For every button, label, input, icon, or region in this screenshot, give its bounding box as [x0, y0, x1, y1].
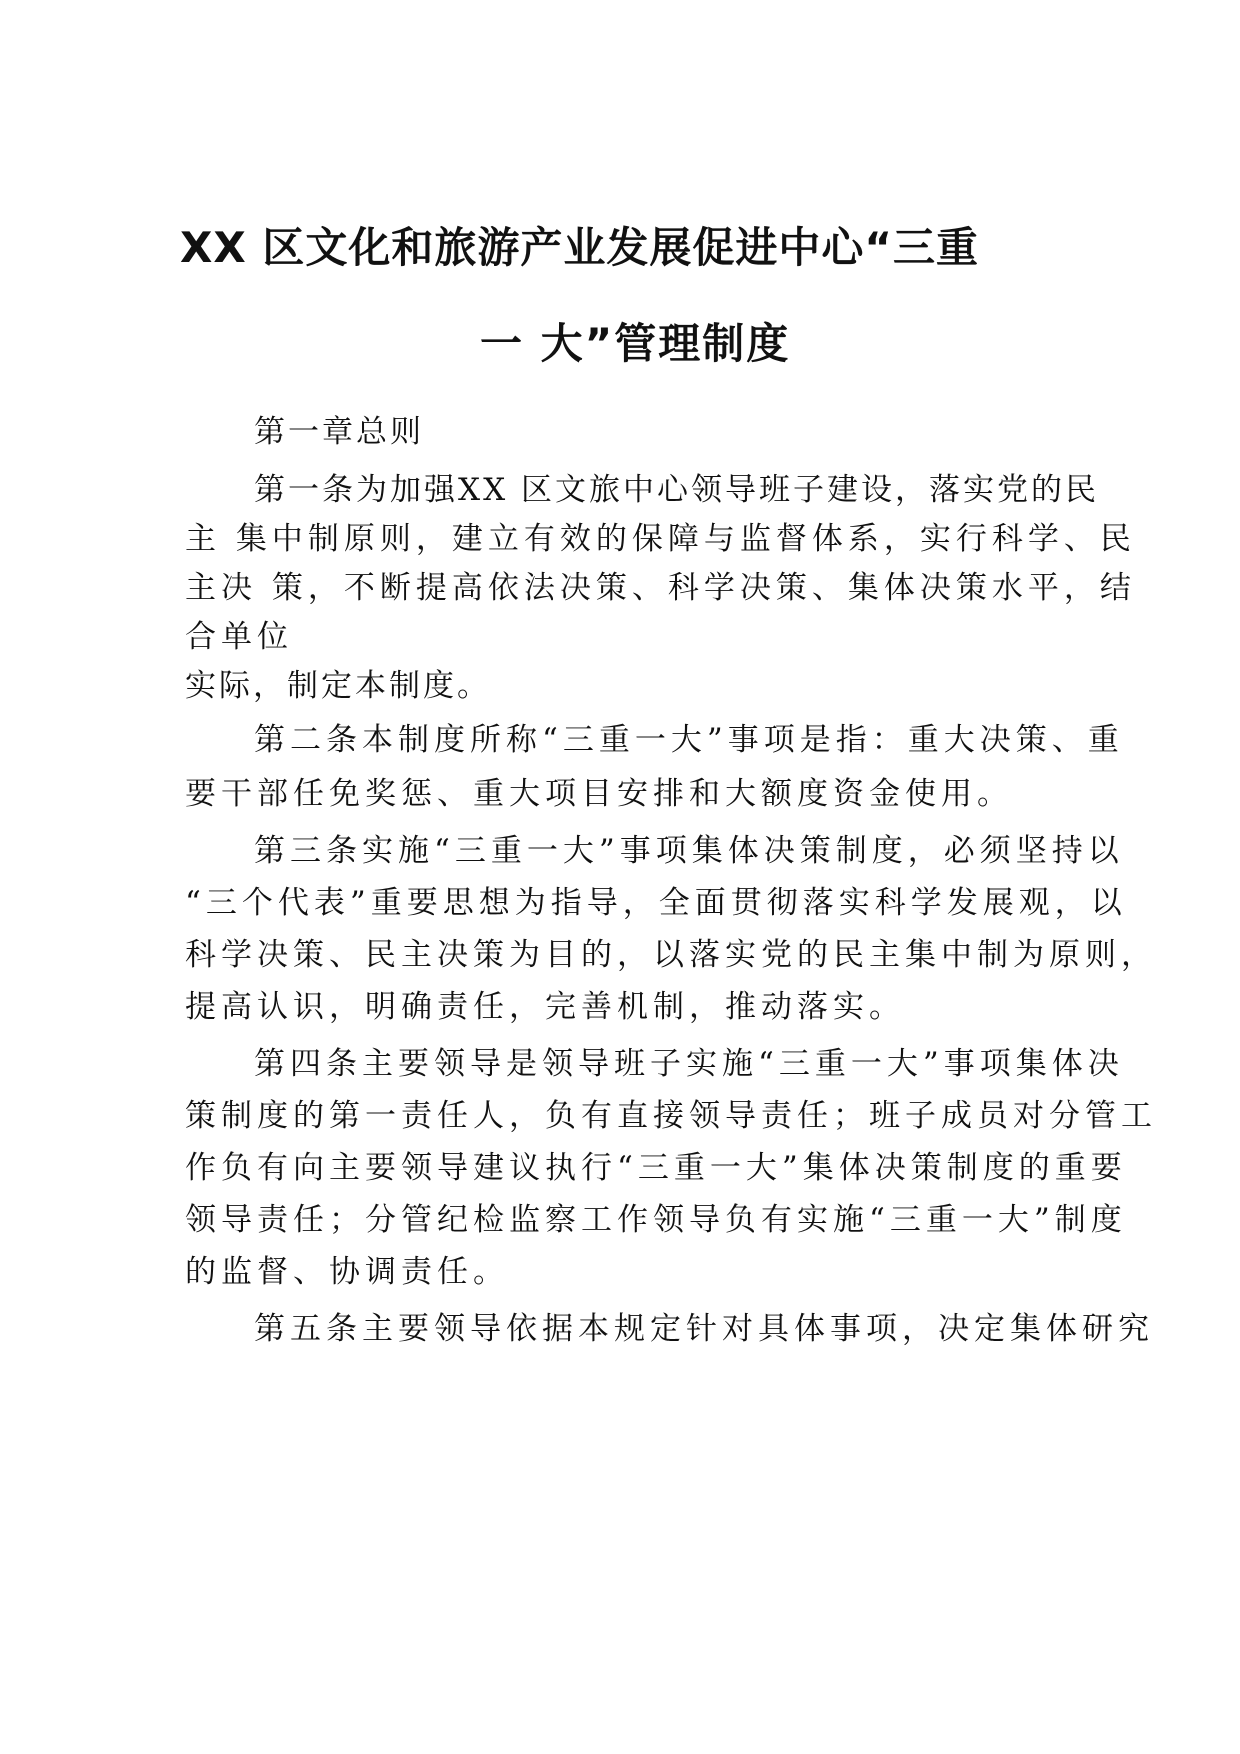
- paragraph-line: 领导责任；分管纪检监察工作领导负有实施“三重一大”制度: [185, 1202, 1127, 1238]
- paragraph-line: 第五条主要领导依据本规定针对具体事项，决定集体研究: [254, 1311, 1154, 1347]
- paragraph-line: 第四条主要领导是领导班子实施“三重一大”事项集体决: [254, 1046, 1124, 1082]
- paragraph-line: 主决 策，不断提高依法决策、科学决策、集体决策水平，结: [185, 570, 1136, 606]
- paragraph-line: 提高认识，明确责任，完善机制，推动落实。: [185, 989, 905, 1025]
- paragraph-line: 策制度的第一责任人，负有直接领导责任；班子成员对分管工: [185, 1098, 1157, 1134]
- paragraph-line: 的监督、协调责任。: [185, 1254, 509, 1290]
- chapter-heading: 第一章总则: [254, 414, 424, 450]
- paragraph-line: 作负有向主要领导建议执行“三重一大”集体决策制度的重要: [185, 1150, 1127, 1186]
- paragraph-line: 第三条实施“三重一大”事项集体决策制度，必须坚持以: [254, 833, 1124, 869]
- paragraph-line: 要干部任免奖惩、重大项目安排和大额度资金使用。: [185, 776, 1013, 812]
- document-title-line-1: XX 区文化和旅游产业发展促进中心“三重: [180, 223, 979, 272]
- paragraph-line: 主 集中制原则，建立有效的保障与监督体系，实行科学、民: [185, 521, 1136, 557]
- paragraph-line: “三个代表”重要思想为指导，全面贯彻落实科学发展观，以: [185, 885, 1127, 921]
- paragraph-line: 科学决策、民主决策为目的，以落实党的民主集中制为原则，: [185, 937, 1157, 973]
- paragraph-line: 合单位: [185, 619, 293, 655]
- paragraph-line: 第一条为加强XX 区文旅中心领导班子建设，落实党的民: [254, 472, 1099, 508]
- paragraph-line: 实际，制定本制度。: [185, 668, 491, 704]
- paragraph-line: 第二条本制度所称“三重一大”事项是指：重大决策、重: [254, 722, 1124, 758]
- document-title-line-2: 一 大”管理制度: [480, 319, 791, 368]
